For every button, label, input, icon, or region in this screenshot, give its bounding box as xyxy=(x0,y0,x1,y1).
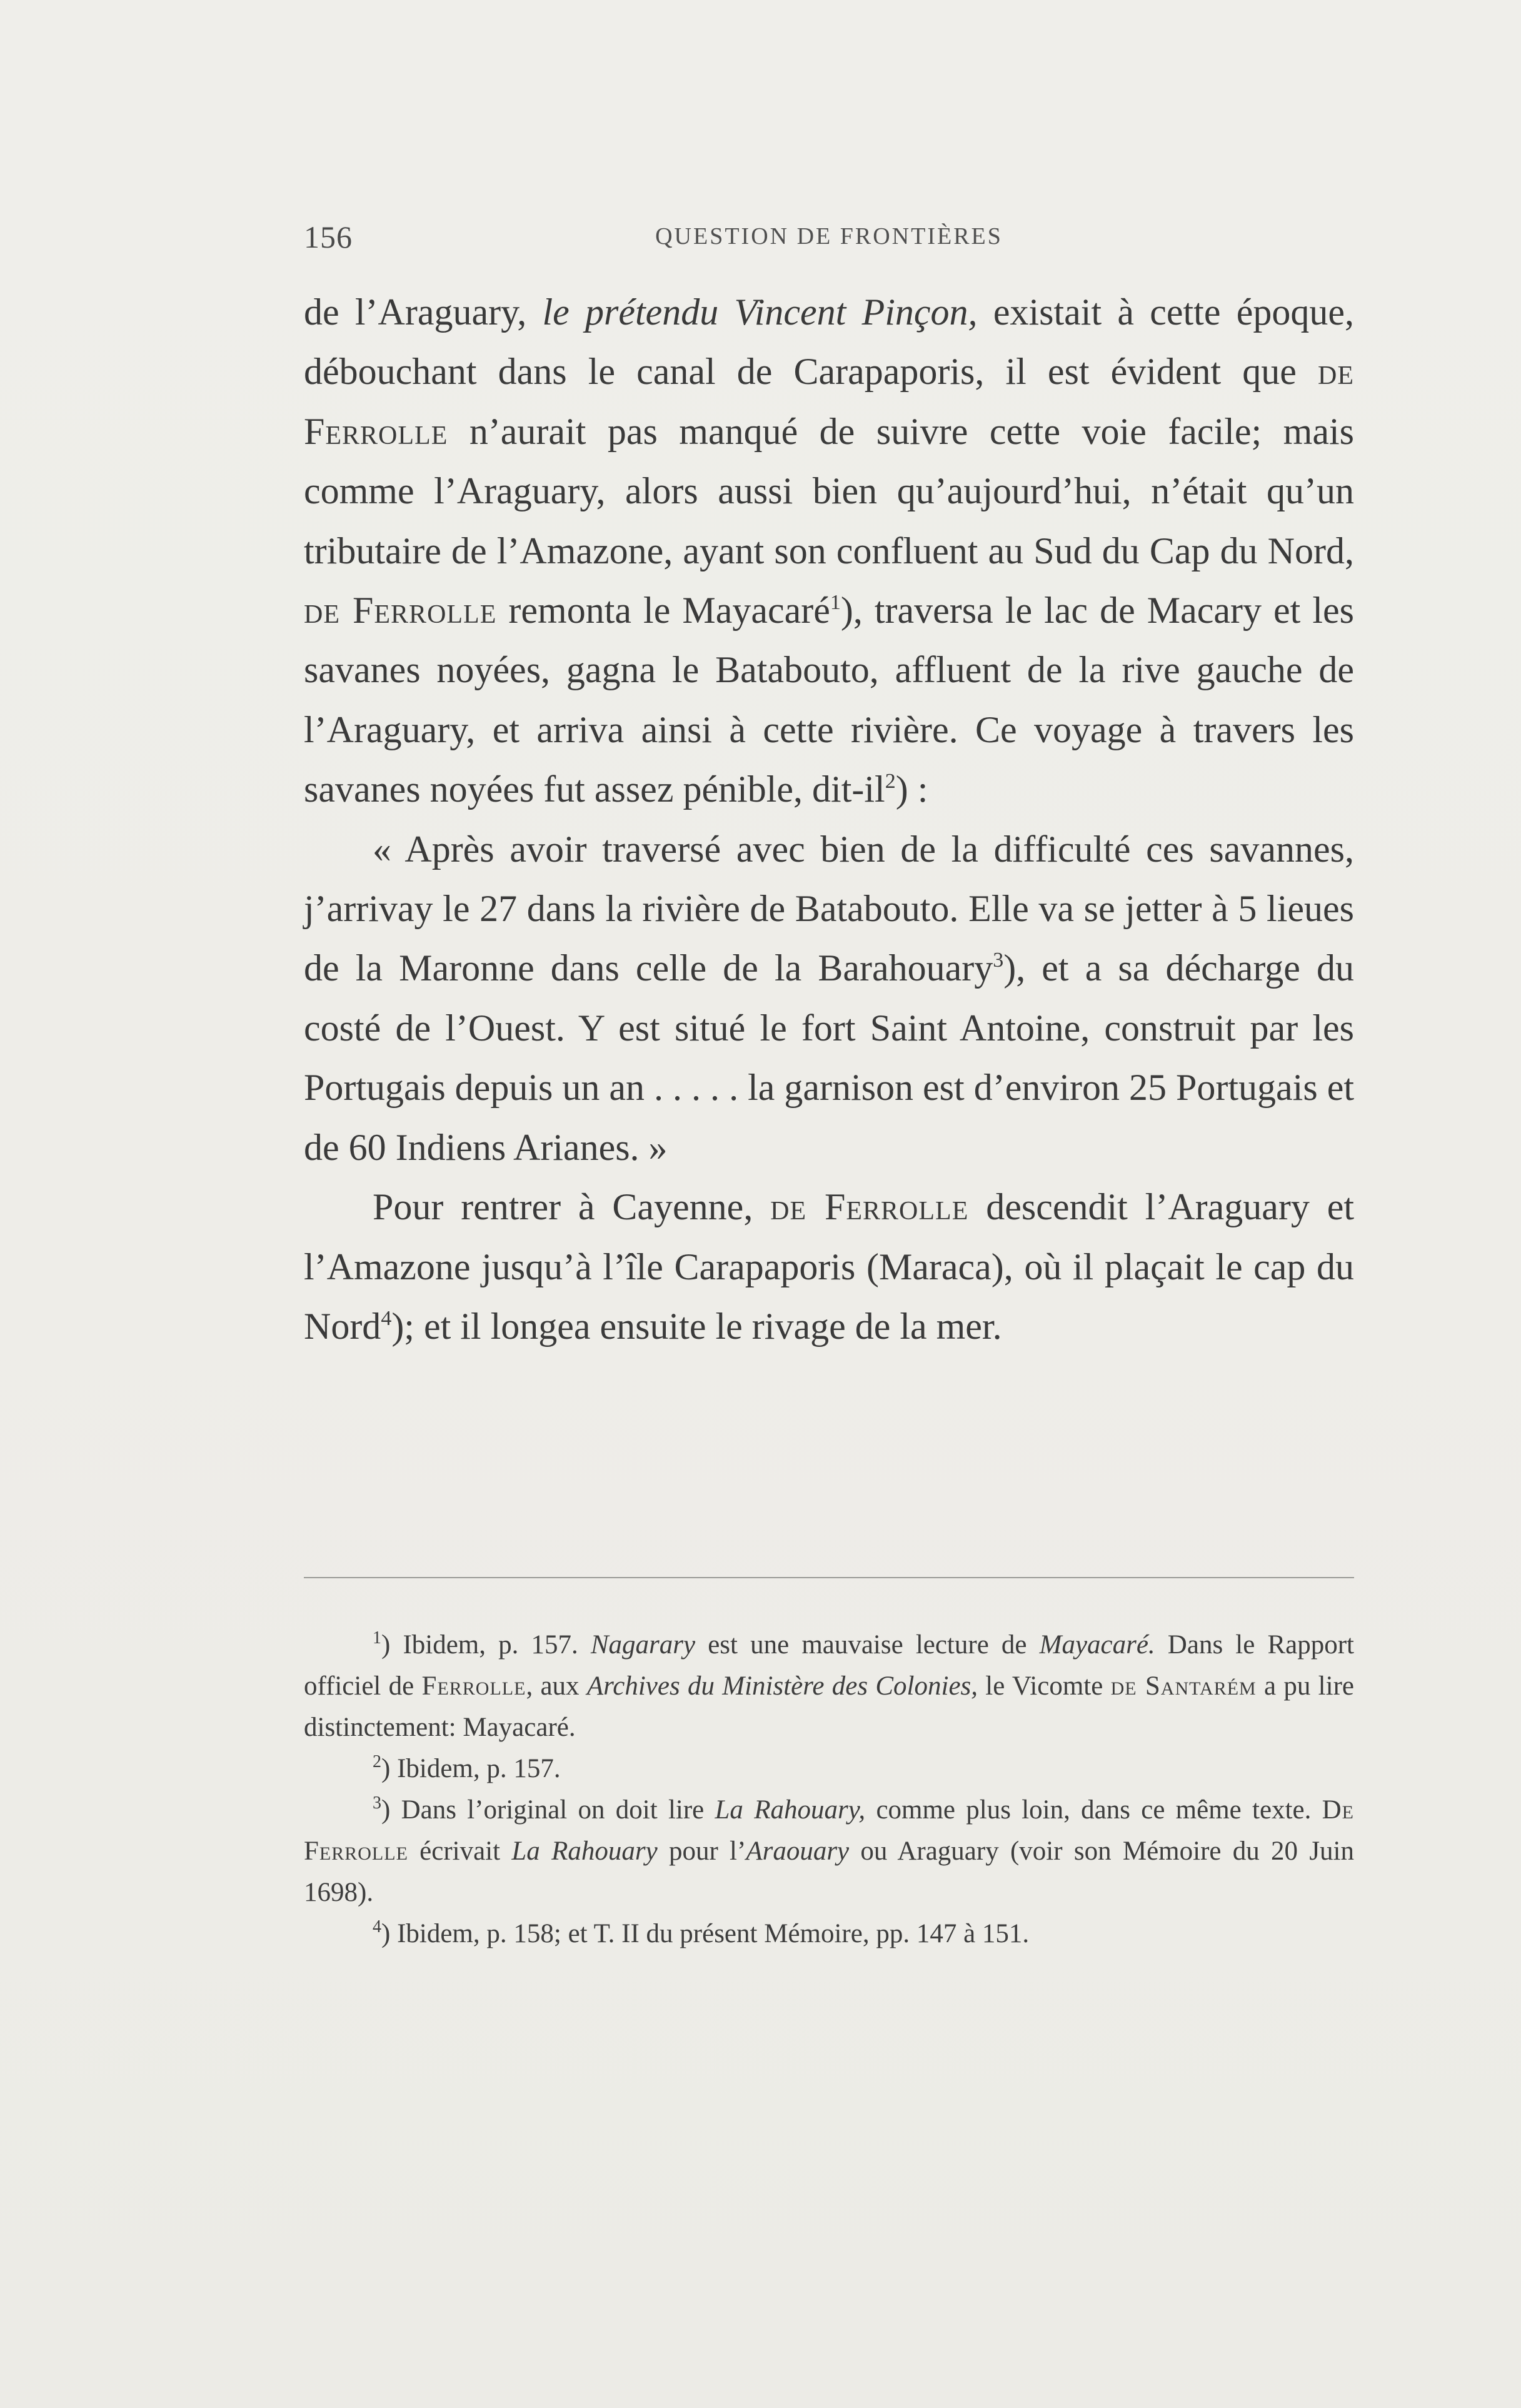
footnote-mark: 4 xyxy=(373,1917,381,1937)
paragraph-3 xyxy=(304,1177,1354,1356)
italic-run: La Rahouary, xyxy=(715,1795,866,1825)
footnote-ref: 4 xyxy=(381,1306,392,1330)
running-title: QUESTION DE FRONTIÈRES xyxy=(655,223,1003,249)
footnote-ref: 1 xyxy=(830,591,841,615)
main-text xyxy=(304,283,1354,1356)
footnote-mark: 2 xyxy=(373,1752,381,1771)
text-run: ) Dans l’original on doit lire xyxy=(381,1795,715,1825)
text-run: ), traversa le lac de Macary et les savanes noyées, gagna le Batabouto, affluent de la rive gauche de l’Araguary, et arriva ainsi à cette rivière. Ce voyage à travers les savanes noyées fut assez pénible, dit-il xyxy=(304,590,1354,810)
italic-run: Archives du Ministère des Colonies, xyxy=(586,1671,978,1701)
footnote-1 xyxy=(304,1625,1354,1748)
footnote-mark: 3 xyxy=(373,1793,381,1813)
page-number: 156 xyxy=(304,219,353,254)
text-run: existait à cette époque, débouchant dans le canal de Carapaporis, il est évident que xyxy=(304,291,1354,393)
text-run: ) Ibidem, p. 158; et T. II du présent Mémoire, pp. 147 à 151. xyxy=(381,1919,1030,1948)
text-run: ), et a sa décharge du costé de l’Ouest. Y est situé le fort Saint Antoine, construit par les Portugais depuis un an . . . . . la garnison est d’environ 25 Portugais et de 60 Indiens Arianes. » xyxy=(304,947,1355,1168)
smallcaps-name: de Ferrolle xyxy=(304,590,497,632)
footnotes xyxy=(304,1625,1354,1955)
text-run: ou Araguary (voir son Mémoire du 20 Juin 1698). xyxy=(304,1836,1355,1907)
text-run: ); et il longea ensuite le rivage de la mer. xyxy=(391,1305,1002,1347)
paragraph-2-quote xyxy=(304,820,1354,1177)
text-run: est une mauvaise lecture de xyxy=(695,1630,1040,1660)
smallcaps-name: de Ferrolle xyxy=(770,1186,969,1228)
text-run: ) Ibidem, p. 157. xyxy=(381,1630,591,1660)
italic-run: Mayacaré. xyxy=(1039,1630,1155,1660)
footnote-2 xyxy=(304,1748,1354,1790)
text-run: ) Ibidem, p. 157. xyxy=(381,1754,561,1783)
text-run: le Vicomte xyxy=(978,1671,1111,1701)
text-run: ) : xyxy=(895,768,928,810)
smallcaps-name: De Ferrolle xyxy=(304,1795,1354,1866)
text-run: remonta le Mayacaré xyxy=(496,590,830,632)
footnote-ref: 2 xyxy=(885,770,896,793)
smallcaps-name: de Ferrolle xyxy=(304,351,1354,452)
text-run: a pu lire distinctement: Mayacaré. xyxy=(304,1671,1354,1742)
footnote-mark: 1 xyxy=(373,1628,381,1648)
italic-run: le prétendu Vincent Pinçon, xyxy=(542,291,978,333)
text-run: descendit l’Araguary et l’Amazone jusqu’à l’île Carapaporis (Maraca), où il plaçait le cap du Nord xyxy=(304,1186,1354,1347)
smallcaps-name: Ferrolle xyxy=(421,1671,526,1701)
text-run: écrivait xyxy=(408,1836,512,1866)
text-run: Dans le Rapport officiel de xyxy=(304,1630,1354,1701)
footnote-3 xyxy=(304,1790,1354,1913)
footnote-4 xyxy=(304,1913,1354,1955)
footnote-divider xyxy=(304,1577,1354,1578)
smallcaps-name: de Santarém xyxy=(1110,1671,1257,1701)
footnote-ref: 3 xyxy=(993,949,1004,972)
text-run: n’aurait pas manqué de suivre cette voie facile; mais comme l’Araguary, alors aussi bien qu’aujourd’hui, n’était qu’un tributaire de l’Amazone, ayant son confluent au Sud du Cap du Nord, xyxy=(304,410,1354,572)
text-run: pour l’ xyxy=(657,1836,746,1866)
text-run: , aux xyxy=(526,1671,587,1701)
page-header xyxy=(304,219,1354,263)
italic-run: Araouary xyxy=(746,1836,850,1866)
text-run: comme plus loin, dans ce même texte. xyxy=(865,1795,1322,1825)
italic-run: La Rahouary xyxy=(511,1836,658,1866)
paragraph-1 xyxy=(304,283,1354,820)
text-run: Pour rentrer à Cayenne, xyxy=(373,1186,771,1228)
text-run: de l’Araguary, xyxy=(304,291,543,333)
text-run: « Après avoir traversé avec bien de la difficulté ces savannes, j’arrivay le 27 dans la rivière de Batabouto. Elle va se jetter à 5 lieues de la Maronne dans celle de la Barahouary xyxy=(304,828,1354,989)
italic-run: Nagarary xyxy=(590,1630,696,1660)
